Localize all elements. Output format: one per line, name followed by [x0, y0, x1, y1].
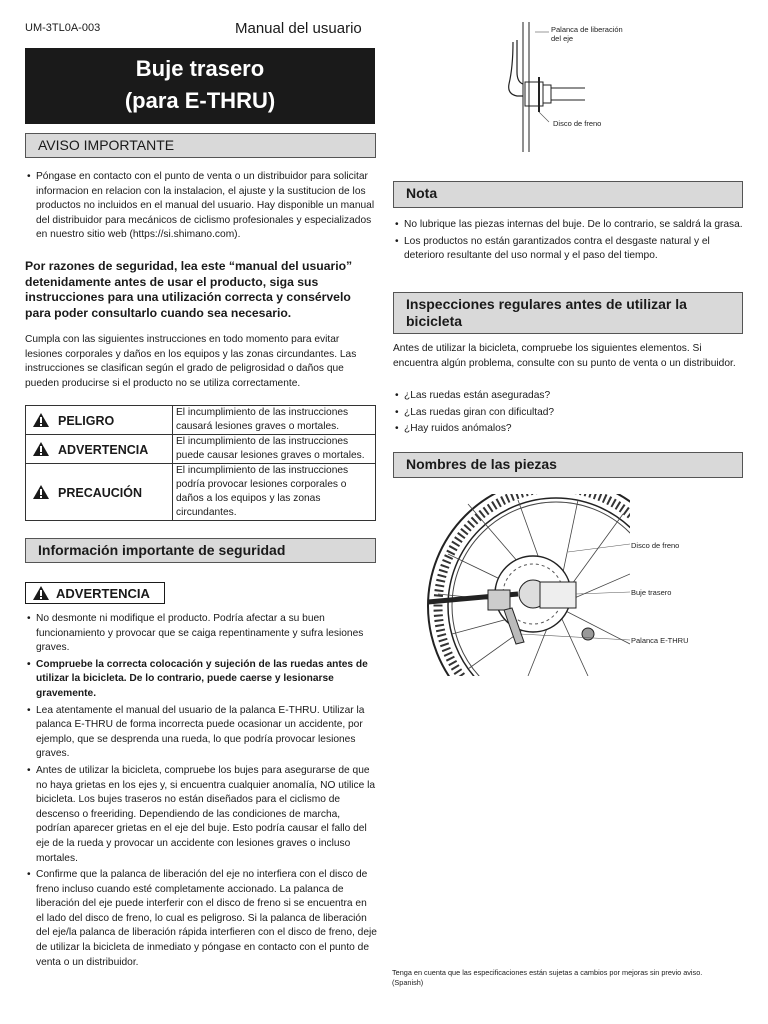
nota-bullet-1: • No lubrique las piezas internas del buje. De lo contrario, se saldrá la grasa. — [395, 218, 743, 233]
manual-title: Manual del usuario — [235, 20, 362, 37]
hazard-row-precaucion — [26, 464, 376, 521]
inspeccion-item: • ¿Las ruedas están aseguradas? — [395, 389, 743, 404]
hazard-row-peligro — [26, 406, 376, 435]
inspecciones-heading: Inspecciones regulares antes de utilizar la bicicleta — [393, 292, 743, 334]
seguridad-bullet-1: • No desmonte ni modifique el producto. Podría afectar a su buen funcionamiento y provocar que se caiga repentinamente y sufra lesiones graves. — [27, 612, 377, 656]
aviso-heading-text: AVISO IMPORTANTE — [38, 137, 175, 153]
caption-rear-hub: Buje trasero — [631, 588, 672, 597]
warning-triangle-icon — [32, 585, 50, 601]
hazard-label-cell — [26, 464, 173, 521]
seguridad-heading: Información importante de seguridad — [25, 538, 376, 563]
nota-bullet-2: • Los productos no están garantizados contra el desgaste natural y el deterioro resultante del uso normal y el paso del tiempo. — [395, 235, 743, 264]
footer-disclaimer: Tenga en cuenta que las especificaciones están sujetas a cambios por mejoras sin previo aviso. — [392, 968, 703, 977]
hazard-label: PELIGRO — [58, 414, 115, 428]
inspeccion-item: • ¿Las ruedas giran con dificultad? — [395, 406, 743, 421]
title-line-2: (para E-THRU) — [124, 88, 276, 113]
inspecciones-list — [395, 389, 743, 439]
footer-note — [392, 968, 702, 988]
seguridad-bullets — [27, 612, 377, 972]
hazard-text: El incumplimiento de las instrucciones podría provocar lesiones corporales o daños a los equipos y las zonas circundantes. — [173, 464, 376, 521]
hazard-text: El incumplimiento de las instrucciones puede causar lesiones graves o mortales. — [173, 435, 376, 464]
rear-wheel-illustration — [408, 494, 630, 676]
document-code: UM-3TL0A-003 — [25, 22, 101, 34]
caption-disc-brake: Disco de freno — [553, 119, 602, 128]
hazard-text: El incumplimiento de las instrucciones causará lesiones graves o mortales. — [173, 406, 376, 435]
hazard-label-cell — [26, 406, 173, 435]
aviso-body: Cumpla con las siguientes instrucciones en todo momento para evitar lesiones corporales y daños en los equipos y las zonas circundantes. Las instrucciones se clasifican según el grado de peligrosidad o daños que pueden producirse si el producto no se utiliza correctamente. — [25, 334, 357, 389]
advertencia-box — [25, 582, 165, 604]
hazard-table — [25, 405, 376, 521]
hazard-label: ADVERTENCIA — [58, 443, 149, 457]
inspecciones-intro: Antes de utilizar la bicicleta, compruebe los siguientes elementos. Si encuentra algún problema, consulte con su punto de venta o un distribuidor. — [393, 343, 736, 369]
warning-triangle-icon — [32, 441, 50, 457]
caption-disc-brake: Disco de freno — [631, 541, 680, 550]
nota-bullets — [395, 218, 743, 266]
aviso-bullet-1: • Póngase en contacto con el punto de venta o un distribuidor para solicitar informacion en relacion con la instalacion, el ajuste y la sustitucion de los productos no incluidos en el manual del usuario. Hay disponible un manual del distribuidor para mecánicos de ciclismo profesionales y especializados en nuestro sitio web (https://si.shimano.com). — [27, 170, 375, 243]
footer-language: (Spanish) — [392, 978, 424, 987]
hazard-label: PRECAUCIÓN — [58, 486, 143, 500]
hazard-label-cell — [26, 435, 173, 464]
seguridad-bullet-3: • Lea atentamente el manual del usuario de la palanca E-THRU. Utilizar la palanca E-THRU de forma incorrecta puede ocasionar un accidente, por ejemplo, que se desprenda una rueda, lo que podría provocar lesiones graves. — [27, 704, 377, 762]
caption-axle-lever: Palanca de liberación del eje — [551, 25, 623, 43]
title-line-1: Buje trasero — [135, 56, 265, 81]
advertencia-label: ADVERTENCIA — [56, 586, 150, 601]
caption-ethru-lever: Palanca E-THRU — [631, 636, 689, 645]
seguridad-bullet-2: • Compruebe la correcta colocación y sujeción de las ruedas antes de utilizar la bicicleta. De lo contrario, puede caerse y lesionarse gravemente. — [27, 658, 377, 702]
piezas-heading: Nombres de las piezas — [393, 452, 743, 478]
safety-bold-paragraph: Por razones de seguridad, lea este “manual del usuario” detenidamente antes de usar el producto, siga sus instrucciones para una utilización correcta y consérvelo para poder consultarlo cuando sea necesario. — [25, 259, 353, 320]
inspeccion-item: • ¿Hay ruidos anómalos? — [395, 422, 743, 437]
hazard-row-advertencia — [26, 435, 376, 464]
warning-triangle-icon — [32, 412, 50, 428]
warning-triangle-icon — [32, 484, 50, 500]
aviso-bullets — [27, 170, 375, 245]
seguridad-bullet-4: • Antes de utilizar la bicicleta, compruebe los bujes para asegurarse de que no haya grietas en los ejes y, si encuentra cualquier anomalía, NO utilice la bicicleta. Los bujes traseros no están diseñados para el ciclismo de descenso o freeriding. Dependiendo de las condiciones de marcha, podrían aparecer grietas en el eje del buje. Esto podría causar el fallo del eje de la rueda y provocar un accidente con lesiones graves o incluso mortales. — [27, 764, 377, 866]
title-banner — [25, 48, 375, 124]
nota-heading: Nota — [393, 181, 743, 208]
seguridad-bullet-5: • Confirme que la palanca de liberación del eje no interfiera con el disco de freno incluso cuando esté completamente accionado. La palanca de liberación del eje puede interferir con el disco de freno si se encuentra en el lado del disco de freno, lo cual es peligroso. Si la palanca de liberación del eje/la palanca de liberación rápida interfieren con el disco de freno, deje de utilizar la bicicleta de inmediato y póngase en contacto con el punto de venta o un distribuidor. — [27, 868, 377, 970]
aviso-heading — [25, 133, 376, 158]
